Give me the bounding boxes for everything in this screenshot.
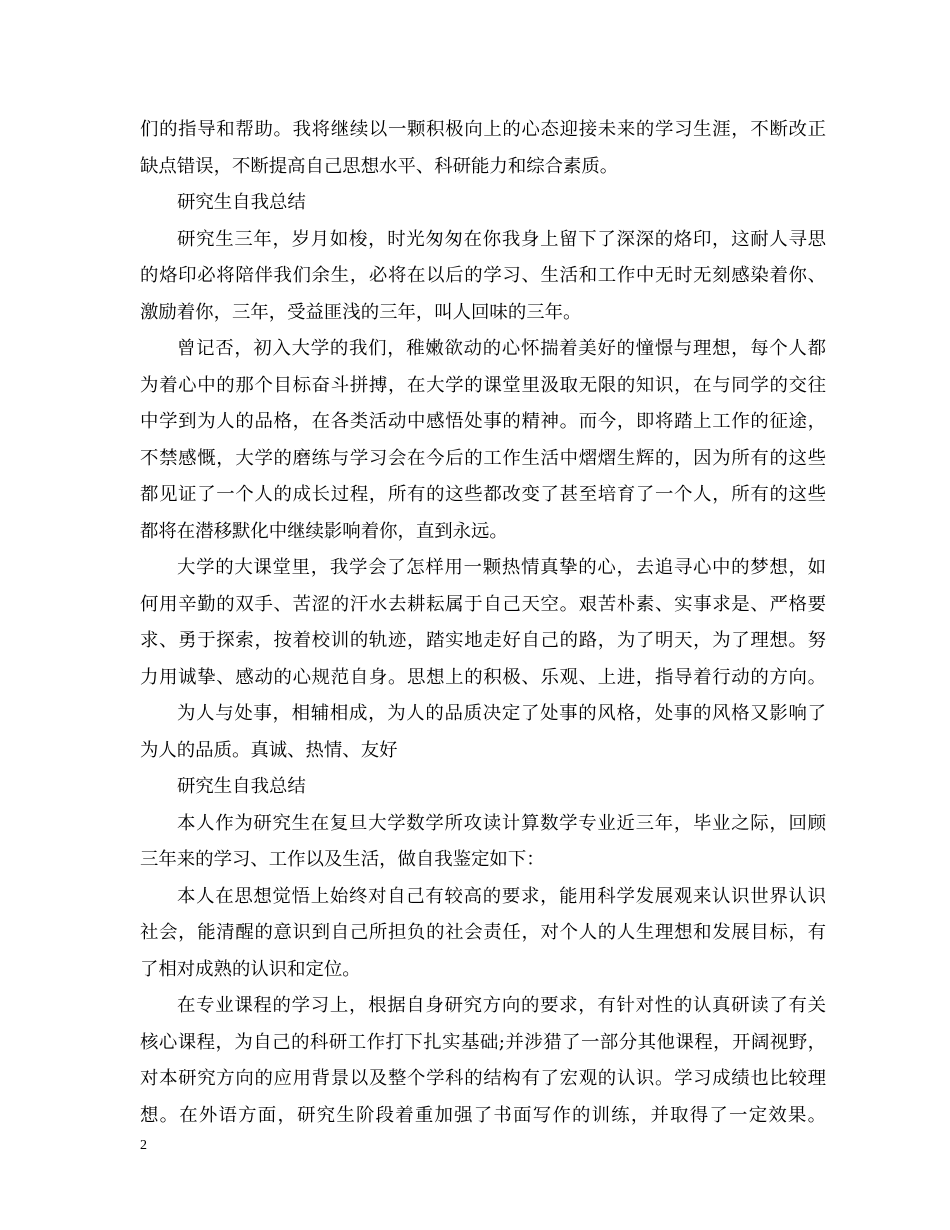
text-line: 都将在潜移默化中继续影响着你，直到永远。 (140, 520, 508, 542)
paragraph-first-line: 本人在思想觉悟上始终对自己有较高的要求，能用科学发展观来认识世界认识 (177, 885, 826, 907)
page-number: 2 (140, 1138, 147, 1153)
paragraph-first-line: 曾记否，初入大学的我们，稚嫩欲动的心怀揣着美好的憧憬与理想，每个人都 (177, 338, 826, 359)
paragraph-first-line: 在专业课程的学习上，根据自身研究方向的要求，有针对性的认真研读了有关 (177, 995, 826, 1016)
text-line: 求、勇于探索，按着校训的轨迹，踏实地走好自己的路，为了明天，为了理想。努 (140, 630, 826, 651)
text-line: 为着心中的那个目标奋斗拼搏，在大学的课堂里汲取无限的知识，在与同学的交往 (140, 374, 826, 396)
text-line: 力用诚挚、感动的心规范自身。思想上的积极、乐观、上进，指导着行动的方向。 (140, 666, 826, 688)
text-line: 三年来的学习、工作以及生活，做自我鉴定如下： (140, 849, 545, 870)
text-line: 不禁感慨，大学的磨练与学习会在今后的工作生活中熠熠生辉的，因为所有的这些 (140, 447, 826, 469)
paragraph-first-line: 研究生自我总结 (177, 776, 306, 797)
paragraph-first-line: 研究生自我总结 (177, 192, 306, 213)
text-line: 中学到为人的品格，在各类活动中感悟处事的精神。而今，即将踏上工作的征途， (140, 411, 826, 432)
text-line: 为人的品质。真诚、热情、友好 (140, 739, 398, 761)
paragraph-first-line: 大学的大课堂里，我学会了怎样用一颗热情真挚的心，去追寻心中的梦想，如 (177, 557, 826, 578)
paragraph-first-line: 为人与处事，相辅相成，为人的品质决定了处事的风格，处事的风格又影响了 (177, 703, 826, 724)
text-line: 社会，能清醒的意识到自己所担负的社会责任，对个人的人生理想和发展目标，有 (140, 922, 826, 943)
text-line: 了相对成熟的认识和定位。 (140, 958, 361, 980)
text-line: 的烙印必将陪伴我们余生，必将在以后的学习、生活和工作中无时无刻感染着你、 (140, 265, 826, 286)
text-line: 核心课程，为自己的科研工作打下扎实基础;并涉猎了一部分其他课程，开阔视野， (140, 1031, 826, 1053)
text-line: 对本研究方向的应用背景以及整个学科的结构有了宏观的认识。学习成绩也比较理 (140, 1068, 826, 1089)
text-line: 们的指导和帮助。我将继续以一颗积极向上的心态迎接未来的学习生涯，不断改正 (140, 119, 826, 140)
text-line: 缺点错误，不断提高自己思想水平、科研能力和综合素质。 (140, 155, 619, 177)
paragraph-first-line: 研究生三年，岁月如梭，时光匆匆在你我身上留下了深深的烙印，这耐人寻思 (177, 228, 826, 250)
text-line: 何用辛勤的双手、苦涩的汗水去耕耘属于自己天空。艰苦朴素、实事求是、严格要 (140, 593, 826, 615)
text-line: 激励着你，三年，受益匪浅的三年，叫人回味的三年。 (140, 301, 582, 323)
text-line: 都见证了一个人的成长过程，所有的这些都改变了甚至培育了一个人，所有的这些 (140, 484, 826, 505)
paragraph-first-line: 本人作为研究生在复旦大学数学所攻读计算数学专业近三年，毕业之际，回顾 (177, 812, 826, 834)
body-text (140, 112, 826, 1134)
text-line: 想。在外语方面，研究生阶段着重加强了书面写作的训练，并取得了一定效果。 (140, 1104, 826, 1126)
